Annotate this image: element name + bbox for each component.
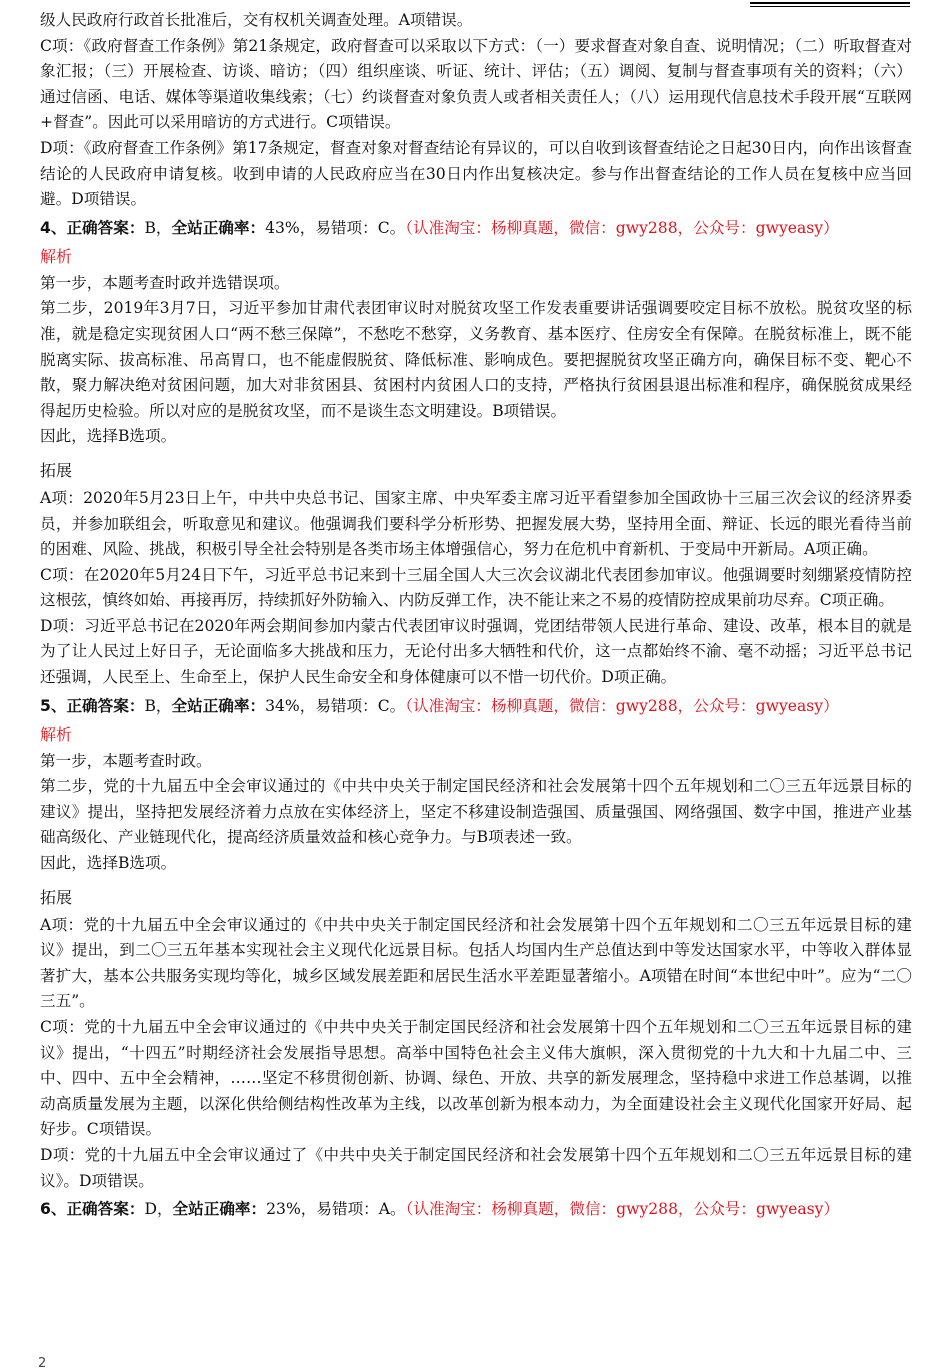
paragraph: 第一步，本题考查时政。	[40, 751, 212, 770]
paragraph: 第二步，2019年3月7日，习近平参加甘肃代表团审议时对脱贫攻坚工作发表重要讲话强调要咬定目标不放松。脱贫攻坚的标准，就是稳定实现贫困人口“两不愁三保障”，不愁吃不愁穿，义务教育、基本医疗、住房安全有保障。在脱贫标准上，既不能脱离实际、拔高标准、吊高胃口，也不能虚假脱贫、降低标准、影响成色。要把握脱贫攻坚正确方向，确保目标不变、靶心不散，聚力解决绝对贫困问题，加大对非贫困县、贫困村内贫困人口的支持，严格执行贫困县退出标准和程序，确保脱贫成果经得起历史检验。所以对应的是脱贫攻坚，而不是谈生态文明建设。B项错误。	[40, 299, 912, 420]
paragraph: A项：党的十九届五中全会审议通过的《中共中央关于制定国民经济和社会发展第十四个五年规划和二〇三五年远景目标的建议》提出，到二〇三五年基本实现社会主义现代化远景目标。包括人均国内生产总值达到中等发达国家水平，中等收入群体显著扩大，基本公共服务实现均等化，城乡区域发展差距和居民生活水平差距显著缩小。A项错在时间“本世纪中叶”。应为“二〇三五”。	[40, 915, 912, 1011]
paragraph: 因此，选择B选项。	[40, 427, 177, 446]
q4-number: 4、	[40, 218, 67, 237]
paragraph: 第一步，本题考查时政并选错误项。	[40, 273, 290, 292]
paragraph: C项：在2020年5月24日下午，习近平总书记来到十三届全国人大三次会议湖北代表团参加审议。他强调要时刻绷紧疫情防控这根弦，慎终如始、再接再厉，持续抓好外防输入、内防反弹工作，决不能让来之不易的疫情防控成果前功尽弃。C项正确。	[40, 565, 912, 610]
q5-answer-label: 正确答案：	[66, 696, 145, 715]
q4-expand-title: 拓展	[40, 460, 73, 480]
paragraph: 因此，选择B选项。	[40, 854, 177, 873]
q6-ad: （认准淘宝：杨柳真题，微信：gwy288，公众号：gwyeasy）	[405, 1200, 840, 1219]
q5-expand-title: 拓展	[40, 887, 73, 907]
header-rule	[750, 2, 910, 4]
q5-rate-label: 全站正确率：	[171, 696, 266, 715]
q4-answer-label: 正确答案：	[66, 218, 145, 237]
paragraph: D项：党的十九届五中全会审议通过了《中共中央关于制定国民经济和社会发展第十四个五年规划和二〇三五年远景目标的建议》。D项错误。	[40, 1145, 912, 1190]
paragraph: A项：2020年5月23日上午，中共中央总书记、国家主席、中央军委主席习近平看望参加全国政协十三届三次会议的经济界委员，并参加联组会，听取意见和建议。他强调我们要科学分析形势、把握发展大势，坚持用全面、辩证、长远的眼光看待当前的困难、风险、挑战，积极引导全社会特别是各类市场主体增强信心，努力在危机中育新机、于变局中开新局。A项正确。	[40, 488, 912, 559]
header-rule-thin	[750, 6, 910, 7]
q6-rate: 23%，易错项：A。	[266, 1200, 406, 1219]
q5-ad: （认准淘宝：杨柳真题，微信：gwy288，公众号：gwyeasy）	[405, 696, 839, 715]
q5-answer: B，	[144, 696, 172, 715]
q4-rate-label: 全站正确率：	[171, 218, 266, 237]
q4-rate: 43%，易错项：C。	[265, 218, 406, 237]
q6-answer-label: 正确答案：	[66, 1200, 145, 1219]
paragraph: C项：党的十九届五中全会审议通过的《中共中央关于制定国民经济和社会发展第十四个五年规划和二〇三五年远景目标的建议》提出，“十四五”时期经济社会发展指导思想。高举中国特色社会主义伟大旗帜，深入贯彻党的十九大和十九届二中、三中、四中、五中全会精神，……坚定不移贯彻创新、协调、绿色、开放、共享的新发展理念，坚持稳中求进工作总基调，以推动高质量发展为主题，以深化供给侧结构性改革为主线，以改革创新为根本动力，为全面建设社会主义现代化国家开好局、起好步。C项错误。	[40, 1018, 912, 1139]
q6-rate-label: 全站正确率：	[172, 1200, 267, 1219]
page-number: 2	[38, 1356, 47, 1371]
q5-rate: 34%，易错项：C。	[265, 696, 406, 715]
q5-analysis-title: 解析	[40, 724, 73, 744]
q4-ad: （认准淘宝：杨柳真题，微信：gwy288，公众号：gwyeasy）	[405, 218, 839, 237]
q4-analysis-title: 解析	[40, 246, 73, 266]
q5-number: 5、	[40, 696, 67, 715]
document-body	[40, 8, 912, 1222]
q6-number: 6、	[40, 1200, 67, 1219]
paragraph: D项：《政府督查工作条例》第17条规定，督查对象对督查结论有异议的，可以自收到该督查结论之日起30日内，向作出该督查结论的人民政府申请复核。收到申请的人民政府应当在30日内作出复核决定。参与作出督查结论的工作人员在复核中应当回避。D项错误。	[40, 138, 912, 209]
paragraph: 级人民政府行政首长批准后，交有权机关调查处理。A项错误。	[40, 11, 473, 29]
q6-answer: D，	[144, 1200, 173, 1219]
q5-answer-line	[40, 693, 912, 719]
q4-answer: B，	[144, 218, 172, 237]
q4-answer-line	[40, 215, 912, 241]
paragraph: 第二步，党的十九届五中全会审议通过的《中共中央关于制定国民经济和社会发展第十四个五年规划和二〇三五年远景目标的建议》提出，坚持把发展经济着力点放在实体经济上，坚定不移建设制造强国、质量强国、网络强国、数字中国，推进产业基础高级化、产业链现代化，提高经济质量效益和核心竞争力。与B项表述一致。	[40, 777, 912, 847]
paragraph: D项：习近平总书记在2020年两会期间参加内蒙古代表团审议时强调，党团结带领人民进行革命、建设、改革，根本目的就是为了让人民过上好日子，无论面临多大挑战和压力，无论付出多大牺牲和代价，这一点都始终不渝、毫不动摇；习近平总书记还强调，人民至上、生命至上，保护人民生命安全和身体健康可以不惜一切代价。D项正确。	[40, 616, 912, 687]
paragraph: C项：《政府督查工作条例》第21条规定，政府督查可以采取以下方式：（一）要求督查对象自查、说明情况；（二）听取督查对象汇报；（三）开展检查、访谈、暗访；（四）组织座谈、听证、统计、评估；（五）调阅、复制与督查事项有关的资料；（六）通过信函、电话、媒体等渠道收集线索；（七）约谈督查对象负责人或者相关责任人；（八）运用现代信息技术手段开展“互联网+督查”。因此可以采用暗访的方式进行。C项错误。	[40, 36, 912, 132]
q6-answer-line	[40, 1196, 912, 1222]
